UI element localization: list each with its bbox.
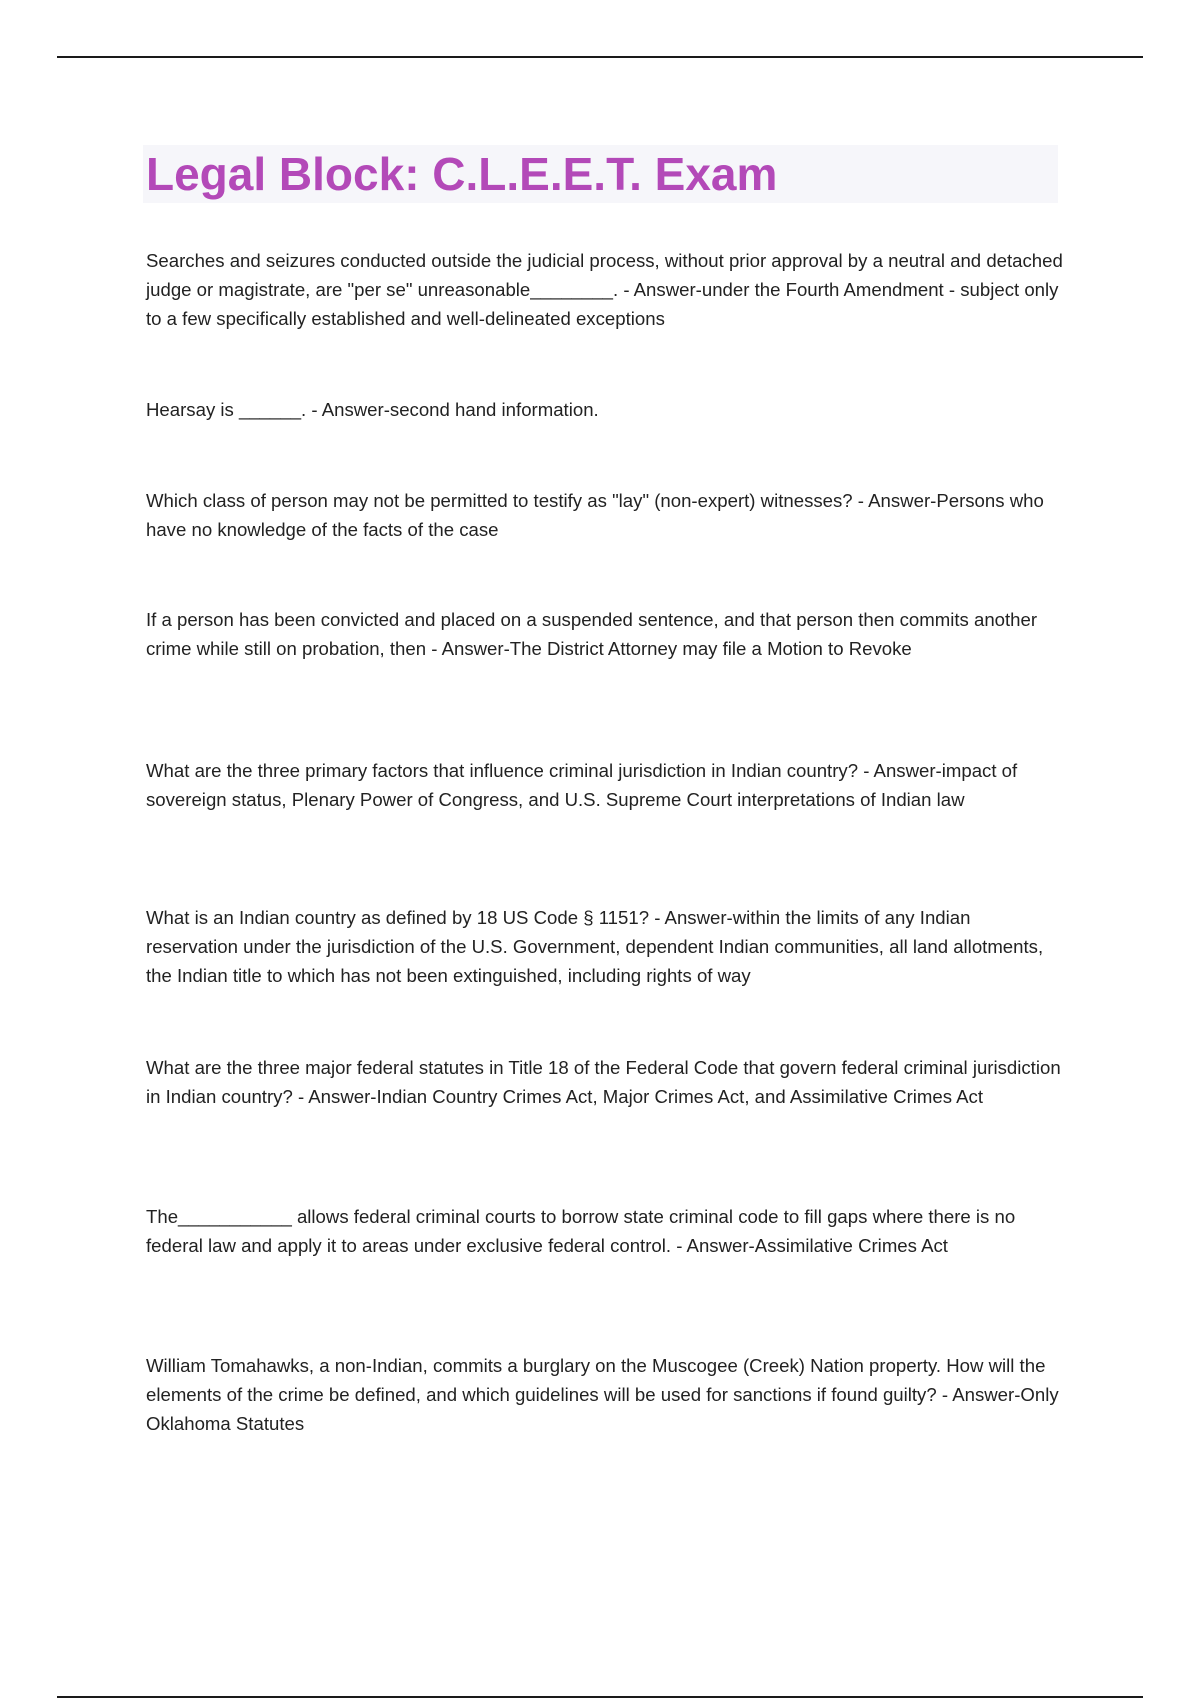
qa-item-3: Which class of person may not be permitted to testify as "lay" (non-expert) witnesses? - Answer-Persons who have no knowledge of the facts of the case (146, 490, 1044, 540)
bottom-rule (57, 1696, 1143, 1698)
qa-item-2: Hearsay is ______. - Answer-second hand information. (146, 399, 599, 420)
qa-item-5: What are the three primary factors that influence criminal jurisdiction in Indian country? - Answer-impact of sovereign status, Plenary Power of Congress, and U.S. Supreme Court interpretations of Indian law (146, 760, 1018, 810)
page-title: Legal Block: C.L.E.E.T. Exam (146, 148, 778, 200)
qa-item-1: Searches and seizures conducted outside the judicial process, without prior approval by a neutral and detached judge or magistrate, are "per se" unreasonable________. - Answer-under the Fourth Amendment - subject only to a few specifically established and well-delineated exceptions (146, 250, 1063, 329)
top-rule (57, 56, 1143, 58)
qa-item-4: If a person has been convicted and placed on a suspended sentence, and that person then commits another crime while still on probation, then - Answer-The District Attorney may file a Motion to Revoke (146, 609, 1038, 659)
qa-item-8: The___________ allows federal criminal courts to borrow state criminal code to fill gaps where there is no federal law and apply it to areas under exclusive federal control. - Answer-Assimilative Crimes Act (146, 1206, 1016, 1256)
qa-item-7: What are the three major federal statutes in Title 18 of the Federal Code that govern federal criminal jurisdiction in Indian country? - Answer-Indian Country Crimes Act, Major Crimes Act, and Assimilative Crimes Act (146, 1057, 1061, 1107)
qa-item-6: What is an Indian country as defined by 18 US Code § 1151? - Answer-within the limits of any Indian reservation under the jurisdiction of the U.S. Government, dependent Indian communities, all land allotments, the Indian title to which has not been extinguished, including rights of way (146, 907, 1044, 986)
qa-item-9: William Tomahawks, a non-Indian, commits a burglary on the Muscogee (Creek) Nation property. How will the elements of the crime be defined, and which guidelines will be used for sanctions if found guilty? - Answer-Only Oklahoma Statutes (146, 1355, 1059, 1434)
